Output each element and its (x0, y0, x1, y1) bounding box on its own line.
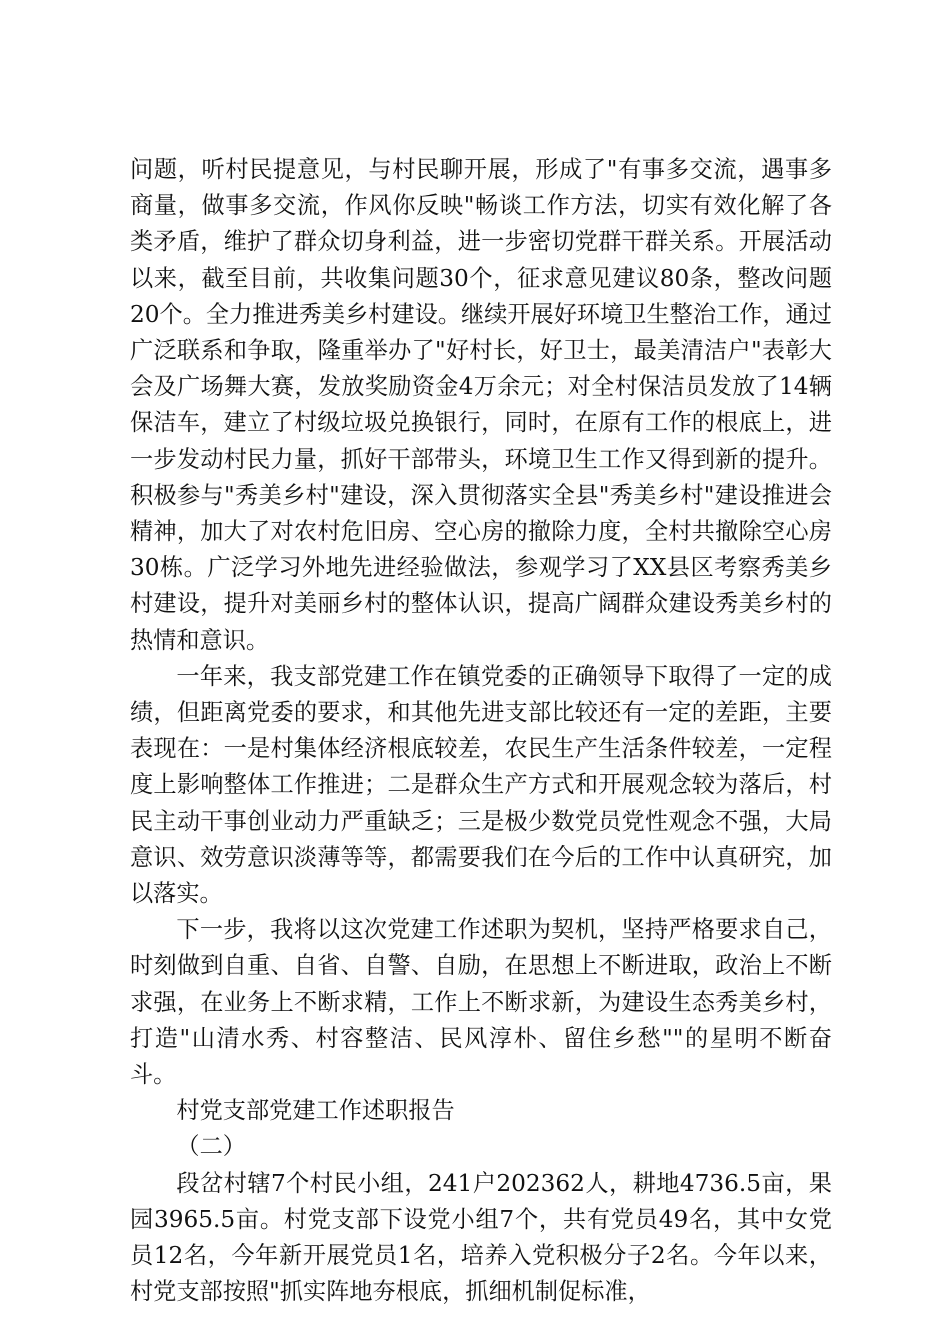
body-paragraph: 一年来，我支部党建工作在镇党委的正确领导下取得了一定的成绩，但距离党委的要求，和其他先进支部比较还有一定的差距，主要表现在：一是村集体经济根底较差，农民生产生活条件较差，一定程度上影响整体工作推进；二是群众生产方式和开展观念较为落后，村民主动干事创业动力严重缺乏；三是极少数党员党性观念不强，大局意识、效劳意识淡薄等等，都需要我们在今后的工作中认真研究，加以落实。 (130, 662, 832, 908)
section-title: 村党支部党建工作述职报告 (176, 1097, 455, 1125)
section-number: （二） (176, 1133, 246, 1161)
body-paragraph: 问题，听村民提意见，与村民聊开展，形成了"有事多交流，遇事多商量，做事多交流，作风你反映"畅谈工作方法，切实有效化解了各类矛盾，维护了群众切身利益，进一步密切党群干群关系。开展活动以来，截至目前，共收集问题30个，征求意见建议80条，整改问题20个。全力推进秀美乡村建设。继续开展好环境卫生整治工作，通过广泛联系和争取，隆重举办了"好村长，好卫士，最美清洁户"表彰大会及广场舞大赛，发放奖励资金4万余元；对全村保洁员发放了14辆保洁车，建立了村级垃圾兑换银行，同时，在原有工作的根底上，进一步发动村民力量，抓好干部带头，环境卫生工作又得到新的提升。积极参与"秀美乡村"建设，深入贯彻落实全县"秀美乡村"建设推进会精神，加大了对农村危旧房、空心房的撤除力度，全村共撤除空心房30栋。广泛学习外地先进经验做法，参观学习了XX县区考察秀美乡村建设，提升对美丽乡村的整体认识，提高广阔群众建设秀美乡村的热情和意识。 (130, 156, 832, 654)
document-page (130, 152, 832, 1311)
body-paragraph: 下一步，我将以这次党建工作述职为契机，坚持严格要求自己，时刻做到自重、自省、自警、自励，在思想上不断进取，政治上不断求强，在业务上不断求精，工作上不断求新，为建设生态秀美乡村，打造"山清水秀、村容整洁、民风淳朴、留住乡愁""的星明不断奋斗。 (130, 916, 832, 1089)
body-paragraph: 段岔村辖7个村民小组，241户202362人，耕地4736.5亩，果园3965.5亩。村党支部下设党小组7个，共有党员49名，其中女党员12名，今年新开展党员1名，培养入党积极分子2名。今年以来，村党支部按照"抓实阵地夯根底，抓细机制促标准， (130, 1169, 832, 1306)
